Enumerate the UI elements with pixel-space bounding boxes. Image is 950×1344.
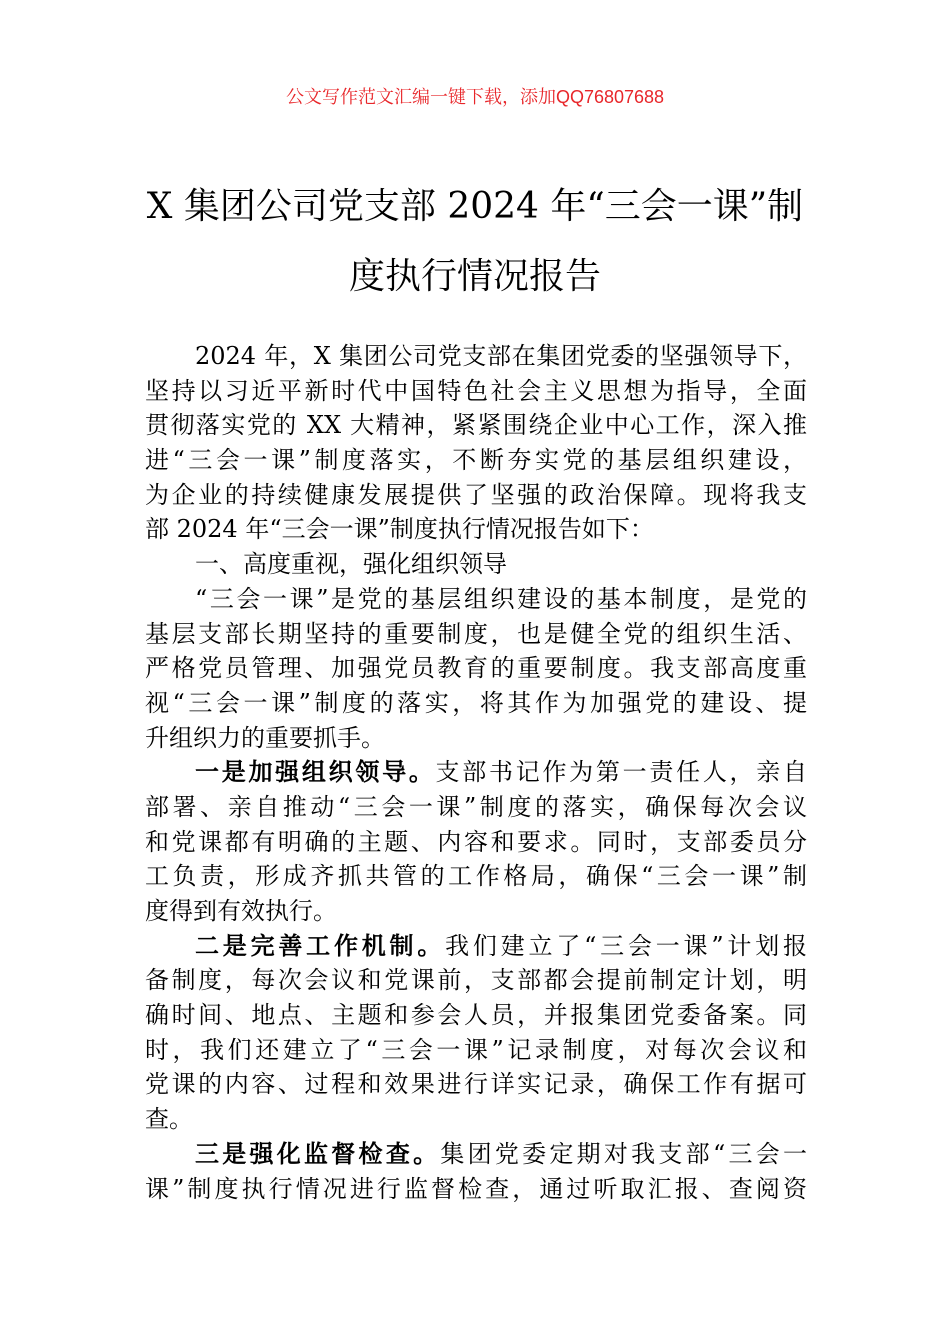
line-text: 坚持以习近平新时代中国特色社会主义思想为指导，全面: [145, 376, 807, 405]
bold-lead: 一是加强组织领导。: [195, 757, 436, 787]
line-text: 查。: [145, 1105, 193, 1134]
line-text: 支部书记作为第一责任人，亲自: [435, 758, 808, 787]
line-text: 贯彻落实党的 XX 大精神，紧紧围绕企业中心工作，深入推: [145, 411, 807, 440]
text-line: [145, 894, 807, 929]
line-text: 进“三会一课”制度落实，不断夯实党的基层组织建设，: [145, 446, 807, 475]
line-text: 升组织力的重要抓手。: [145, 723, 385, 752]
paragraph: [145, 755, 807, 928]
text-line: [145, 963, 807, 998]
title-line-2: 度执行情况报告: [348, 256, 601, 297]
line-text: 部 2024 年“三会一课”制度执行情况报告如下：: [145, 515, 654, 544]
bold-lead: 三是强化监督检查。: [195, 1138, 441, 1168]
line-text: 确时间、地点、主题和参会人员，并报集团党委备案。同: [145, 1001, 807, 1030]
text-line: [145, 408, 807, 443]
text-line: [145, 825, 807, 860]
watermark-header: 公文写作范文汇编一键下载，添加QQ76807688: [285, 87, 665, 107]
paragraph: [145, 547, 807, 582]
line-text: 党课的内容、过程和效果进行详实记录，确保工作有据可: [145, 1070, 807, 1099]
text-line: [145, 790, 807, 825]
line-text: 2024 年，X 集团公司党支部在集团党委的坚强领导下，: [195, 342, 807, 370]
text-line: [145, 859, 807, 894]
line-text: 视“三会一课”制度的落实，将其作为加强党的建设、提: [145, 688, 807, 717]
text-line: [145, 582, 807, 617]
line-text: 课”制度执行情况进行监督检查，通过听取汇报、查阅资: [145, 1174, 807, 1203]
document-body: [145, 339, 807, 1206]
text-line: [145, 443, 807, 478]
line-text: 工负责，形成齐抓共管的工作格局，确保“三会一课”制: [145, 862, 807, 891]
line-text: 我们建立了“三会一课”计划报: [445, 931, 807, 960]
text-line: [145, 1067, 807, 1102]
text-line: [145, 512, 807, 547]
line-text: 备制度，每次会议和党课前，支部都会提前制定计划，明: [145, 966, 807, 995]
line-text: 基层支部长期坚持的重要制度，也是健全党的组织生活、: [145, 619, 807, 648]
text-line: [145, 1137, 807, 1172]
line-text: 时，我们还建立了“三会一课”记录制度，对每次会议和: [145, 1035, 807, 1064]
text-line: [145, 617, 807, 652]
line-text: 严格党员管理、加强党员教育的重要制度。我支部高度重: [145, 654, 807, 683]
text-line: [145, 478, 807, 513]
paragraph: [145, 339, 807, 547]
paragraph: [145, 1137, 807, 1206]
text-line: [145, 339, 807, 374]
line-text: 度得到有效执行。: [145, 897, 337, 925]
line-text: 集团党委定期对我支部“三会一: [440, 1139, 807, 1168]
text-line: [145, 651, 807, 686]
text-line: [145, 755, 807, 790]
text-line: [145, 1102, 807, 1137]
text-line: [145, 1033, 807, 1068]
title-line-1: X 集团公司党支部 2024 年“三会一课”制: [146, 186, 804, 227]
line-text: 为企业的持续健康发展提供了坚强的政治保障。现将我支: [145, 480, 807, 509]
bold-lead: 二是完善工作机制。: [195, 930, 446, 960]
line-text: 和党课都有明确的主题、内容和要求。同时，支部委员分: [145, 827, 807, 856]
document-title: [140, 172, 810, 312]
line-text: 部署、亲自推动“三会一课”制度的落实，确保每次会议: [145, 792, 807, 821]
text-line: [145, 721, 807, 756]
text-line: [145, 374, 807, 409]
text-line: [145, 686, 807, 721]
line-text: 一、高度重视，强化组织领导: [195, 550, 507, 579]
text-line: [145, 929, 807, 964]
paragraph: [145, 929, 807, 1137]
text-line: [145, 998, 807, 1033]
text-line: [145, 1172, 807, 1207]
text-line: [145, 547, 807, 582]
line-text: “三会一课”是党的基层组织建设的基本制度，是党的: [195, 584, 807, 613]
paragraph: [145, 582, 807, 755]
